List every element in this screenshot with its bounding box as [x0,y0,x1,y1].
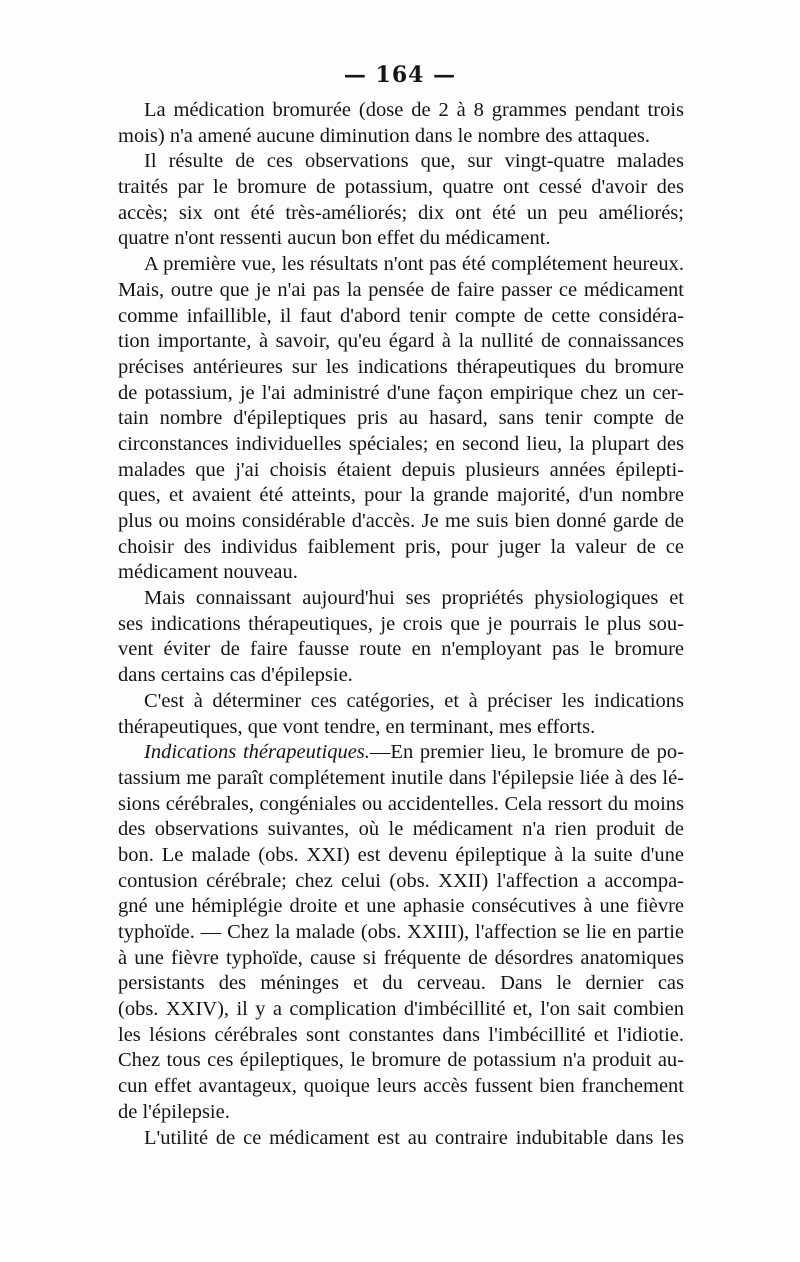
text-line [118,715,684,741]
text-line [118,843,684,869]
text-line [118,1100,684,1126]
line-text: vent éviter de faire fausse route en n'employant pas le bromure [118,638,684,661]
line-text: malades que j'ai choisis étaient depuis plusieurs années épilepti- [118,458,684,481]
text-line [118,612,684,638]
text-line [118,817,684,843]
text-line [118,1126,684,1152]
text-line [118,766,684,792]
body-text [118,98,684,1151]
text-line [118,663,684,689]
text-line [118,1074,684,1100]
text-line [118,458,684,484]
line-text: ques, et avaient été atteints, pour la grande majorité, d'un nombre [118,484,684,507]
line-text: mois) n'a amené aucune diminution dans le nombre des attaques. [118,124,650,147]
line-text: persistants des méninges et du cerveau. Dans le dernier cas [118,972,684,995]
line-text: à une fièvre typhoïde, cause si fréquente de désordres anatomiques [118,946,684,969]
line-text: de l'épilepsie. [118,1100,230,1123]
line-text: sions cérébrales, congéniales ou accidentelles. Cela ressort du moins [118,792,684,815]
line-text: ses indications thérapeutiques, je crois que je pourrais le plus sou- [118,612,684,635]
line-text: Mais, outre que je n'ai pas la pensée de faire passer ce médicament [118,278,684,301]
text-line [118,201,684,227]
line-text: A première vue, les résultats n'ont pas été complétement heureux. [144,253,684,276]
text-line [118,920,684,946]
line-text: C'est à déterminer ces catégories, et à préciser les indications [144,689,684,712]
text-line [118,509,684,535]
line-text: contusion cérébrale; chez celui (obs. XXII) l'affection a accompa- [118,869,684,892]
text-line [118,304,684,330]
text-line [118,98,684,124]
line-text: des observations suivantes, où le médicament n'a rien produit de [118,818,684,841]
line-text: plus ou moins considérable d'accès. Je me suis bien donné garde de [118,510,684,532]
line-text: quatre n'ont ressenti aucun bon effet du médicament. [118,227,551,250]
text-line [118,355,684,381]
line-text: accès; six ont été très-améliorés; dix ont été un peu améliorés; [118,201,684,224]
text-line [118,483,684,509]
text-line [118,637,684,663]
text-line [118,946,684,972]
line-text: circonstances individuelles spéciales; en second lieu, la plupart des [118,432,684,455]
line-text: de potassium, je l'ai administré d'une façon empirique chez un cer- [118,381,684,404]
line-text: médicament nouveau. [118,561,298,584]
line-text: Chez tous ces épileptiques, le bromure de potassium n'a produit au- [118,1049,684,1072]
text-line [118,792,684,818]
text-line [118,1048,684,1074]
line-text: —En premier lieu, le bromure de po- [369,741,684,764]
line-text: bon. Le malade (obs. XXI) est devenu épileptique à la suite d'une [118,843,684,866]
text-line [118,149,684,175]
text-line [118,869,684,895]
line-text: dans certains cas d'épilepsie. [118,664,353,687]
line-text: tassium me paraît complétement inutile dans l'épilepsie liée à des lé- [118,766,684,789]
text-line [118,1023,684,1049]
line-text: La médication bromurée (dose de 2 à 8 grammes pendant trois [144,99,684,121]
line-text: gné une hémiplégie droite et une aphasie consécutives à une fièvre [118,895,684,918]
text-line [118,406,684,432]
line-text: Il résulte de ces observations que, sur vingt-quatre malades [144,150,684,173]
text-line [118,432,684,458]
text-line [118,560,684,586]
text-line [118,226,684,252]
text-line [118,971,684,997]
line-text: cun effet avantageux, quoique leurs accès fussent bien franchement [118,1075,684,1098]
text-line [118,124,684,150]
text-line [118,894,684,920]
text-line [118,740,684,766]
line-text: les lésions cérébrales sont constantes dans l'imbécillité et l'idiotie. [118,1023,684,1046]
line-text: traités par le bromure de potassium, quatre ont cessé d'avoir des [118,176,684,199]
line-text: choisir des individus faiblement pris, pour juger la valeur de ce [118,535,684,558]
line-text: typhoïde. — Chez la malade (obs. XXIII), l'affection se lie en partie [118,921,684,943]
line-text: L'utilité de ce médicament est au contraire indubitable dans les [144,1126,684,1149]
text-line [118,278,684,304]
text-line [118,997,684,1023]
line-text: (obs. XXIV), il y a complication d'imbécillité et, l'on sait combien [118,998,684,1021]
line-text: précises antérieures sur les indications thérapeutiques du bromure [118,355,684,378]
line-text: tion importante, à savoir, qu'eu égard à la nullité de connaissances [118,330,684,353]
line-text: tain nombre d'épileptiques pris au hasard, sans tenir compte de [118,407,684,430]
text-line [118,586,684,612]
text-line [118,381,684,407]
page-number: — 164 — [343,62,457,88]
line-text: Mais connaissant aujourd'hui ses propriétés physiologiques et [144,587,684,610]
line-text: comme infaillible, il faut d'abord tenir compte de cette considéra- [118,304,684,327]
text-line [118,689,684,715]
text-line [118,535,684,561]
line-text: thérapeutiques, que vont tendre, en terminant, mes efforts. [118,715,596,738]
text-line [118,175,684,201]
section-lead: Indications thérapeutiques. [144,741,370,764]
text-line [118,329,684,355]
text-line [118,252,684,278]
